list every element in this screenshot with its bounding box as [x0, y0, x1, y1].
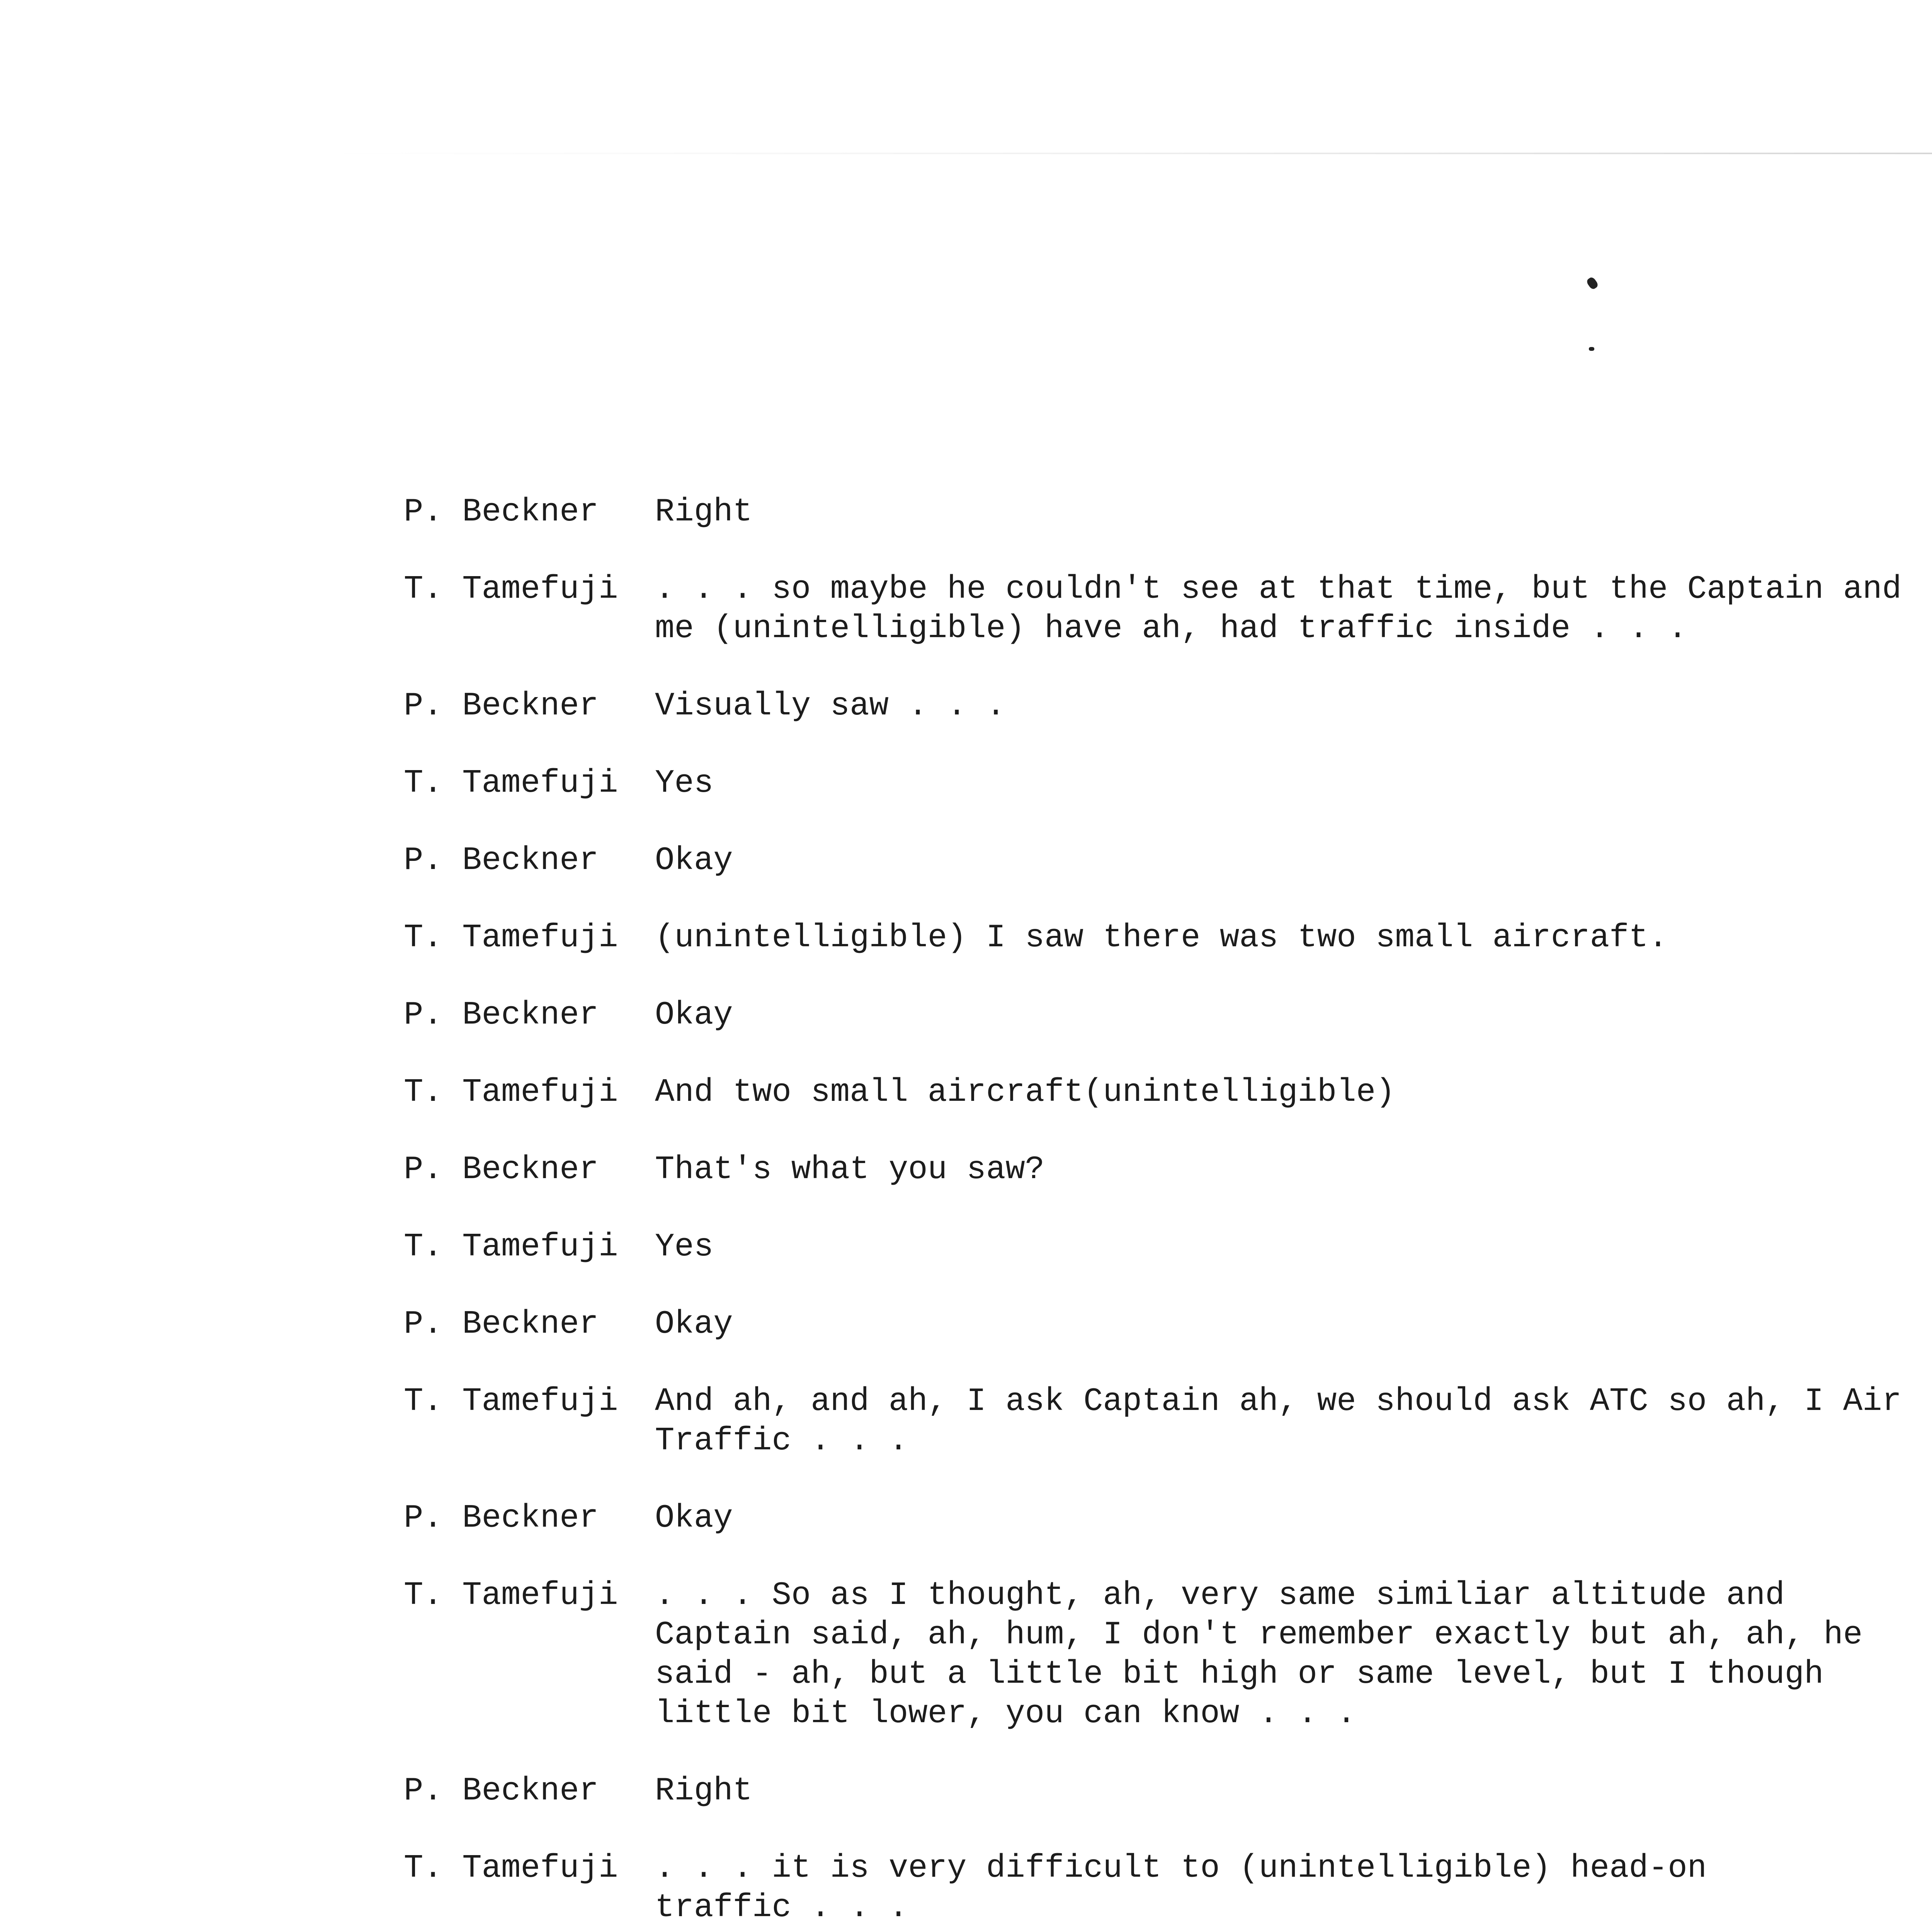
speaker-name: P. Beckner [404, 1306, 599, 1343]
transcript-row [404, 1382, 1932, 1461]
speech-text: Okay [655, 1306, 733, 1343]
speaker-name: T. Tamefuji [404, 765, 618, 802]
speech-text: Okay [655, 997, 733, 1034]
speaker-name: T. Tamefuji [404, 920, 618, 956]
speech-text: . . . So as I thought, ah, very same similiar altitude and Captain said, ah, hum, I don't remember exactly but ah, ah, he said - ah, but a little bit high or same level, but I though little bit lower, you can know . . . [655, 1577, 1863, 1732]
transcript-row [404, 841, 1932, 881]
speech-text: Visually saw . . . [655, 688, 1006, 724]
transcript-row [404, 1499, 1932, 1538]
speaker-name: P. Beckner [404, 1773, 599, 1810]
transcript-row [404, 1150, 1932, 1190]
speaker-name: P. Beckner [404, 842, 599, 879]
speech-text: Okay [655, 842, 733, 879]
speaker-name: T. Tamefuji [404, 1074, 618, 1111]
paper-edge-line [317, 153, 1932, 154]
interview-transcript [404, 493, 1932, 1932]
speaker-name: T. Tamefuji [404, 1577, 618, 1614]
ink-speck [1585, 276, 1599, 290]
speech-text: . . . so maybe he couldn't see at that time, but the Captain and me (unintelligible) have ah, had traffic inside . . . [655, 571, 1902, 647]
speech-text: Right [655, 494, 753, 531]
transcript-row [404, 493, 1932, 532]
transcript-row [404, 996, 1932, 1035]
speech-text: Okay [655, 1500, 733, 1537]
ink-speck [1589, 347, 1594, 351]
transcript-row [404, 918, 1932, 958]
transcript-row [404, 764, 1932, 803]
speaker-name: T. Tamefuji [404, 1383, 618, 1420]
transcript-row [404, 570, 1932, 649]
speaker-name: T. Tamefuji [404, 571, 618, 608]
transcript-row [404, 1849, 1932, 1928]
speech-text: Yes [655, 765, 714, 802]
speaker-name: P. Beckner [404, 1500, 599, 1537]
speech-text: That's what you saw? [655, 1151, 1045, 1188]
transcript-row [404, 1772, 1932, 1811]
speaker-name: P. Beckner [404, 1151, 599, 1188]
speech-text: Right [655, 1773, 753, 1810]
speech-text: (unintelligible) I saw there was two small aircraft. [655, 920, 1668, 956]
speaker-name: P. Beckner [404, 494, 599, 531]
speech-text: . . . it is very difficult to (unintelligible) head-on traffic . . . [655, 1850, 1707, 1926]
speaker-name: T. Tamefuji [404, 1850, 618, 1887]
transcript-row [404, 1228, 1932, 1267]
speaker-name: P. Beckner [404, 688, 599, 724]
transcript-row [404, 1576, 1932, 1734]
transcript-row [404, 1305, 1932, 1344]
speaker-name: T. Tamefuji [404, 1229, 618, 1265]
speech-text: Yes [655, 1229, 714, 1265]
speech-text: And two small aircraft(unintelligible) [655, 1074, 1395, 1111]
speaker-name: P. Beckner [404, 997, 599, 1034]
speech-text: And ah, and ah, I ask Captain ah, we should ask ATC so ah, I Air Traffic . . . [655, 1383, 1902, 1459]
transcript-row [404, 687, 1932, 726]
transcript-row [404, 1073, 1932, 1112]
